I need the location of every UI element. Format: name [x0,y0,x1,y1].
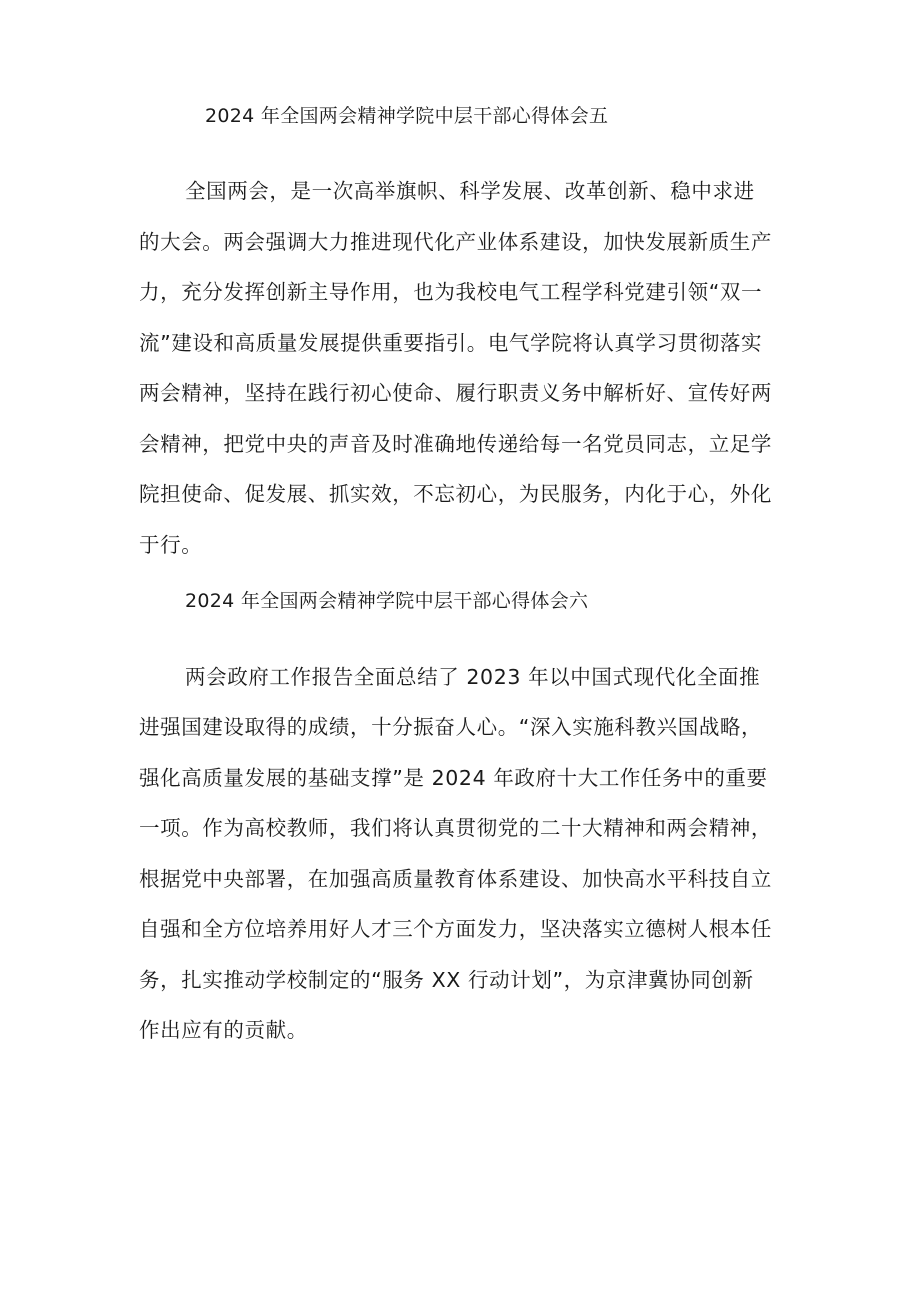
paragraph-line: 会精神，把党中央的声音及时准确地传递给每一名党员同志，立足学 [139,432,772,456]
paragraph-line: 根据党中央部署，在加强高质量教育体系建设、加快高水平科技自立 [139,867,772,891]
paragraph-line: 全国两会，是一次高举旗帜、科学发展、改革创新、稳中求进 [185,179,755,203]
paragraph-line: 自强和全方位培养用好人才三个方面发力，坚决落实立德树人根本任 [139,917,772,941]
paragraph-line: 流”建设和高质量发展提供重要指引。电气学院将认真学习贯彻落实 [139,331,763,355]
paragraph-line: 院担使命、促发展、抓实效，不忘初心，为民服务，内化于心，外化 [139,482,772,506]
section-title: 2024 年全国两会精神学院中层干部心得体会六 [185,590,589,612]
paragraph-line: 两会政府工作报告全面总结了 2023 年以中国式现代化全面推 [185,665,761,689]
section-title: 2024 年全国两会精神学院中层干部心得体会五 [205,105,609,127]
paragraph-line: 力，充分发挥创新主导作用，也为我校电气工程学科党建引领“双一 [139,280,763,304]
paragraph-line: 两会精神，坚持在践行初心使命、履行职责义务中解析好、宣传好两 [139,381,772,405]
paragraph-line: 务，扎实推动学校制定的“服务 XX 行动计划”，为京津冀协同创新 [139,968,754,992]
paragraph-line: 一项。作为高校教师，我们将认真贯彻党的二十大精神和两会精神， [139,816,772,840]
paragraph-line: 强化高质量发展的基础支撑”是 2024 年政府十大工作任务中的重要 [139,766,768,790]
paragraph-line: 的大会。两会强调大力推进现代化产业体系建设，加快发展新质生产 [139,230,772,254]
paragraph-line: 作出应有的贡献。 [139,1018,308,1042]
paragraph-line: 于行。 [139,533,203,557]
paragraph-line: 进强国建设取得的成绩，十分振奋人心。“深入实施科教兴国战略， [139,715,763,739]
